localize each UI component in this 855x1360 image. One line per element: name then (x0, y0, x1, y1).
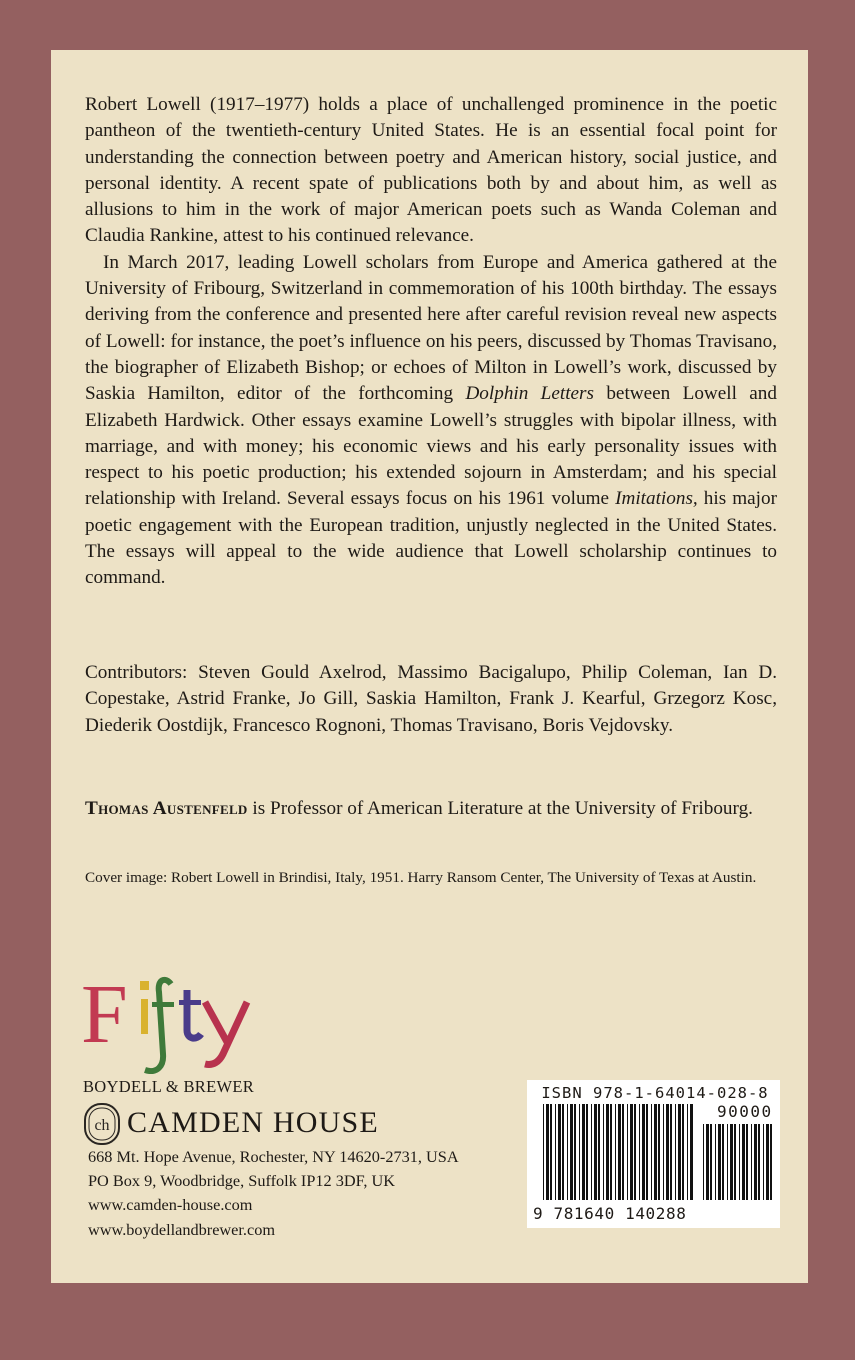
book-title-dolphin-letters: Dolphin Letters (465, 383, 594, 405)
fifty-sr-text: Fifty (81, 1070, 83, 1071)
fifty-letter-t (187, 990, 201, 1038)
blurb-p2-part-b: between Lowell and Elizabeth Hardwick. Other essays examine Lowell’s struggles with bipolar illness, with marriage, and with money; his economic views and his early personality issues with respect to his poetic production; his extended sojourn in Amsterdam; and his special relationship with Ireland. Several essays focus on his 1961 volume (85, 383, 777, 510)
price-addon-number: 90000 (717, 1102, 773, 1121)
fifty-letter-i (141, 999, 148, 1034)
fifty-letter-F: F (81, 968, 128, 1061)
boydell-brewer-label: BOYDELL & BREWER (83, 1077, 255, 1096)
camden-house-name: CAMDEN HOUSE (127, 1106, 379, 1139)
address-line-us: 668 Mt. Hope Avenue, Rochester, NY 14620-2731, USA (88, 1147, 459, 1166)
blurb-p2-part-c: his major poetic engagement with the European tradition, unjustly neglected in the United States. The essays will appeal to the wide audience that Lowell scholarship continues to command. (85, 488, 777, 589)
blurb-paragraph-2 (85, 250, 777, 592)
blurb-paragraph-1: Robert Lowell (1917–1977) holds a place of unchallenged prominence in the poetic pantheon of the twentieth-century United States. He is an essential focal point for understanding the connection between poetry and American history, social justice, and personal identity. A recent spate of publications both by and about him, as well as allusions to him in the work of major American poets such as Wanda Coleman and Claudia Rankine, attest to his continued relevance. (85, 94, 777, 247)
isbn-label: ISBN 978-1-64014-028-8 (541, 1084, 769, 1102)
website-camden: www.camden-house.com (88, 1195, 253, 1215)
back-cover-panel (51, 50, 808, 1283)
book-title-imitations: Imitations, (615, 488, 698, 510)
ean-number: 9 781640 140288 (533, 1204, 687, 1223)
blurb (85, 92, 777, 592)
isbn-barcode (527, 1080, 780, 1228)
fifty-letter-y (205, 1002, 247, 1065)
blurb-p2-part-a: In March 2017, leading Lowell scholars from Europe and America gathered at the University of Fribourg, Switzerland in commemoration of his 100th birthday. The essays deriving from the conference and presented here after careful revision reveal new aspects of Lowell: for instance, the poet’s influence on his peers, discussed by Thomas Travisano, the biographer of Elizabeth Bishop; or echoes of Milton in Lowell’s work, discussed by Saskia Hamilton, editor of the forthcoming (85, 251, 777, 405)
cover-image-credit: Cover image: Robert Lowell in Brindisi, Italy, 1951. Harry Ransom Center, The University of Texas at Austin. (85, 869, 757, 886)
svg-text:ch: ch (94, 1117, 110, 1134)
fifty-wordmark (81, 962, 301, 1074)
fifty-letter-t-bar (179, 1000, 201, 1005)
fifty-letter-f-bar (152, 1002, 174, 1007)
fifty-letter-i-dot (140, 981, 149, 990)
author-name: Thomas Austenfeld (85, 798, 248, 819)
author-bio (85, 796, 777, 822)
author-description: is Professor of American Literature at the University of Fribourg. (247, 798, 753, 819)
publisher-address (88, 1145, 459, 1242)
website-boydell: www.boydellandbrewer.com (88, 1219, 276, 1239)
fifty-letter-f (145, 980, 171, 1071)
fifty-logo (81, 962, 301, 1096)
contributors: Contributors: Steven Gould Axelrod, Massimo Bacigalupo, Philip Coleman, Ian D. Copestake, Astrid Franke, Jo Gill, Saskia Hamilton, Frank J. Kearful, Grzegorz Kosc, Diederik Oostdijk, Francesco Rognoni, Thomas Travisano, Boris Vejdovsky. (85, 662, 777, 736)
camden-house-icon (84, 1103, 120, 1145)
address-line-uk: PO Box 9, Woodbridge, Suffolk IP12 3DF, UK (88, 1171, 396, 1191)
